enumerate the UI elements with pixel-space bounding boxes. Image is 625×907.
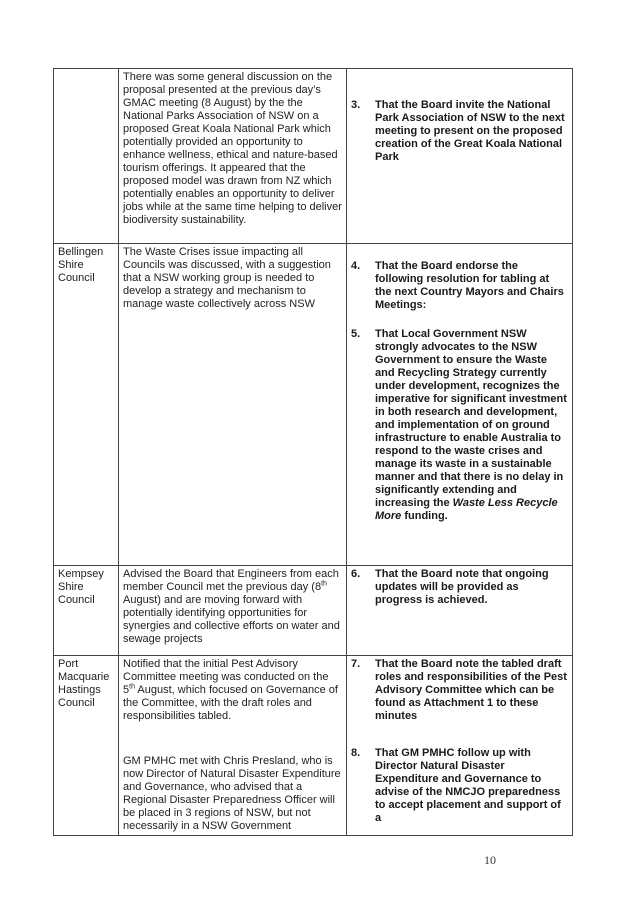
resolution-number: 3.: [351, 99, 361, 111]
resolution-cell: [347, 566, 573, 656]
resolution-cell: [347, 69, 573, 244]
resolution-text: That the Board note the tabled draft roles and responsibilities of the Pest Advisory Committee which can be found as Attachment 1 to these minutes: [375, 658, 567, 722]
resolution-item: [351, 568, 568, 607]
resolution-number: 8.: [351, 747, 361, 759]
table-row: [54, 69, 573, 244]
program-name: Waste Less Recycle More: [375, 497, 558, 522]
resolution-cell: [347, 244, 573, 566]
discussion-text: There was some general discussion on the proposal presented at the previous day’s GMAC meeting (8 August) by the the National Parks Association of NSW on a proposed Great Koala National Park which potentially provided an opportunity to enhance wellness, ethical and nature-based tourism offerings. It appeared that the proposed model was drawn from NZ which potentially enables an opportunity to deliver jobs while at the same time helping to deliver biodiversity sustainability.: [123, 71, 342, 226]
resolution-text-main: That Local Government NSW strongly advocates to the NSW Government to ensure the Waste and Recycling Strategy currently under development, recognizes the imperative for significant investment in both research and development, and implementation of on ground infrastructure to enable Australia to respond to the waste crises and manage its waste in a sustainable manner and that there is no delay in significantly extending and increasing the: [375, 328, 567, 509]
org-cell: Kempsey Shire Council: [54, 566, 119, 656]
discussion-text: Notified that the initial Pest Advisory Committee meeting was conducted on the 5th August, which focused on Governance of the Committee, with the draft roles and responsibilities tabled.: [123, 658, 338, 722]
discussion-cell: [119, 656, 347, 836]
org-cell: Bellingen Shire Council: [54, 244, 119, 566]
resolution-text: [375, 328, 568, 523]
discussion-text: GM PMHC met with Chris Presland, who is now Director of Natural Disaster Expenditure and Governance, who advised that a Regional Disaster Preparedness Officer will be placed in 3 regions of NSW, but not necessarily in a NSW Government: [123, 755, 341, 832]
discussion-text: The Waste Crises issue impacting all Councils was discussed, with a suggestion that a NSW working group is needed to develop a strategy and mechanism to manage waste collectively across NSW: [123, 246, 331, 310]
discussion-text: Advised the Board that Engineers from each member Council met the previous day (8th August) and are moving forward with potentially identifying opportunities for synergies and collective efforts on water and sewage projects: [123, 568, 340, 645]
discussion-cell: [119, 69, 347, 244]
resolution-text: That the Board endorse the following resolution for tabling at the next Country Mayors and Chairs Meetings:: [375, 260, 564, 311]
resolution-number: 4.: [351, 260, 361, 272]
resolution-number: 7.: [351, 658, 361, 670]
table-row: [54, 656, 573, 836]
resolution-item: [351, 658, 568, 723]
resolution-item: [351, 328, 568, 523]
discussion-cell: [119, 566, 347, 656]
resolution-number: 5.: [351, 328, 361, 340]
org-cell: [54, 69, 119, 244]
resolution-cell: [347, 656, 573, 836]
resolution-text: That GM PMHC follow up with Director Natural Disaster Expenditure and Governance to advise of the NMCJO preparedness to accept placement and support of a: [375, 747, 561, 824]
minutes-table: [53, 68, 573, 836]
discussion-cell: [119, 244, 347, 566]
resolution-text: That the Board invite the National Park Association of NSW to the next meeting to present on the proposed creation of the Great Koala National Park: [375, 99, 565, 163]
page-number: 10: [484, 853, 496, 867]
resolution-item: [351, 747, 568, 825]
resolution-item: [351, 260, 568, 312]
org-cell: Port Macquarie Hastings Council: [54, 656, 119, 836]
resolution-number: 6.: [351, 568, 361, 580]
resolution-text-end: funding.: [404, 510, 448, 522]
table-row: [54, 244, 573, 566]
resolution-text: That the Board note that ongoing updates will be provided as progress is achieved.: [375, 568, 549, 606]
resolution-item: [351, 99, 568, 164]
table-row: [54, 566, 573, 656]
